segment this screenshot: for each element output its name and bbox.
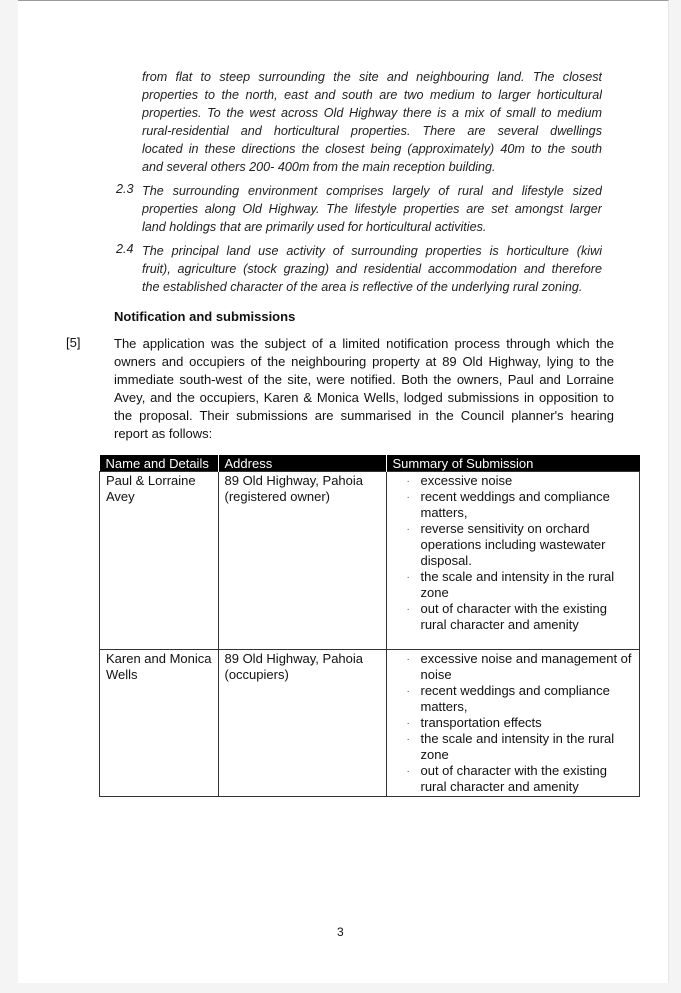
summary-item: · transportation effects [407, 715, 634, 731]
summary-item: · out of character with the existing rural character and amenity [407, 763, 634, 795]
section-heading: Notification and submissions [114, 309, 296, 324]
paragraph-line: properties along Old Highway. The lifestyle properties are set amongst larger [142, 202, 602, 216]
paragraph-number-2-4: 2.4 [116, 242, 134, 256]
paragraph-line: immediate south-west of the site, were notified. Both the owners, Paul and Lorraine [114, 372, 614, 387]
submitter-name-cell [100, 472, 219, 650]
summary-list [393, 473, 634, 633]
paragraph-line: The principal land use activity of surrounding properties is horticulture (kiwi [142, 244, 602, 258]
paragraph-line: The application was the subject of a limited notification process through which the [114, 336, 614, 351]
column-header-summary: Summary of Submission [386, 455, 640, 472]
paragraph-2-4 [142, 242, 602, 296]
address-line: (registered owner) [224, 489, 330, 504]
intro-paragraph [142, 68, 602, 176]
intro-line: located in these directions the closest being (approximately) 40m to the south [142, 142, 602, 156]
summary-item: · excessive noise [407, 473, 634, 489]
address-line: 89 Old Highway, Pahoia [224, 473, 364, 488]
paragraph-line: land holdings that are primarily used for horticultural activities. [142, 220, 487, 234]
paragraph-line: report as follows: [114, 426, 213, 441]
paragraph-line: The surrounding environment comprises largely of rural and lifestyle sized [142, 184, 602, 198]
address-cell [218, 650, 386, 797]
summary-item: · excessive noise and management of noise [407, 651, 634, 683]
submitter-name-line: Paul & Lorraine [106, 473, 196, 488]
paragraph-line: Avey, and the occupiers, Karen & Monica Wells, lodged submissions in opposition to [114, 390, 614, 405]
intro-line: from flat to steep surrounding the site and neighbouring land. The closest [142, 70, 602, 84]
paragraph-line: fruit), agriculture (stock grazing) and residential accommodation and therefore [142, 262, 602, 276]
table-header-row [100, 455, 640, 472]
summary-item: · recent weddings and compliance matters, [407, 683, 634, 715]
intro-line: and several others 200- 400m from the main reception building. [142, 160, 496, 174]
column-header-address: Address [218, 455, 386, 472]
paragraph-number-5: [5] [66, 335, 81, 350]
intro-line: rural-residential and horticultural properties. There are several dwellings [142, 124, 602, 138]
intro-line: properties to the north, east and south are two medium to larger horticultural [142, 88, 602, 102]
address-line: 89 Old Highway, Pahoia [224, 651, 364, 666]
summary-list [393, 651, 634, 795]
page-number: 3 [337, 925, 344, 939]
summary-item: · recent weddings and compliance matters, [407, 489, 634, 521]
paragraph-line: the established character of the area is reflective of the underlying rural zoning. [142, 280, 583, 294]
paragraph-5 [114, 335, 614, 443]
summary-cell [386, 472, 640, 650]
address-line: (occupiers) [224, 667, 289, 682]
table-row [100, 650, 640, 797]
submissions-table [99, 455, 640, 797]
summary-item: · the scale and intensity in the rural zone [407, 569, 634, 601]
paragraph-line: the proposal. Their submissions are summarised in the Council planner's hearing [114, 408, 614, 423]
submitter-name-line: Wells [106, 667, 138, 682]
submitter-name-line: Avey [106, 489, 135, 504]
paragraph-2-3 [142, 182, 602, 236]
table-row [100, 472, 640, 650]
summary-item: · reverse sensitivity on orchard operations including wastewater disposal. [407, 521, 634, 569]
column-header-name: Name and Details [100, 455, 219, 472]
summary-item: · the scale and intensity in the rural zone [407, 731, 634, 763]
submitter-name-line: Karen and Monica [106, 651, 212, 666]
paragraph-line: owners and occupiers of the neighbouring property at 89 Old Highway, lying to the [114, 354, 614, 369]
submitter-name-cell [100, 650, 219, 797]
summary-cell [386, 650, 640, 797]
summary-item: · out of character with the existing rural character and amenity [407, 601, 634, 633]
address-cell [218, 472, 386, 650]
paragraph-number-2-3: 2.3 [116, 182, 134, 196]
intro-line: properties. To the west across Old Highway there is a mix of small to medium [142, 106, 602, 120]
